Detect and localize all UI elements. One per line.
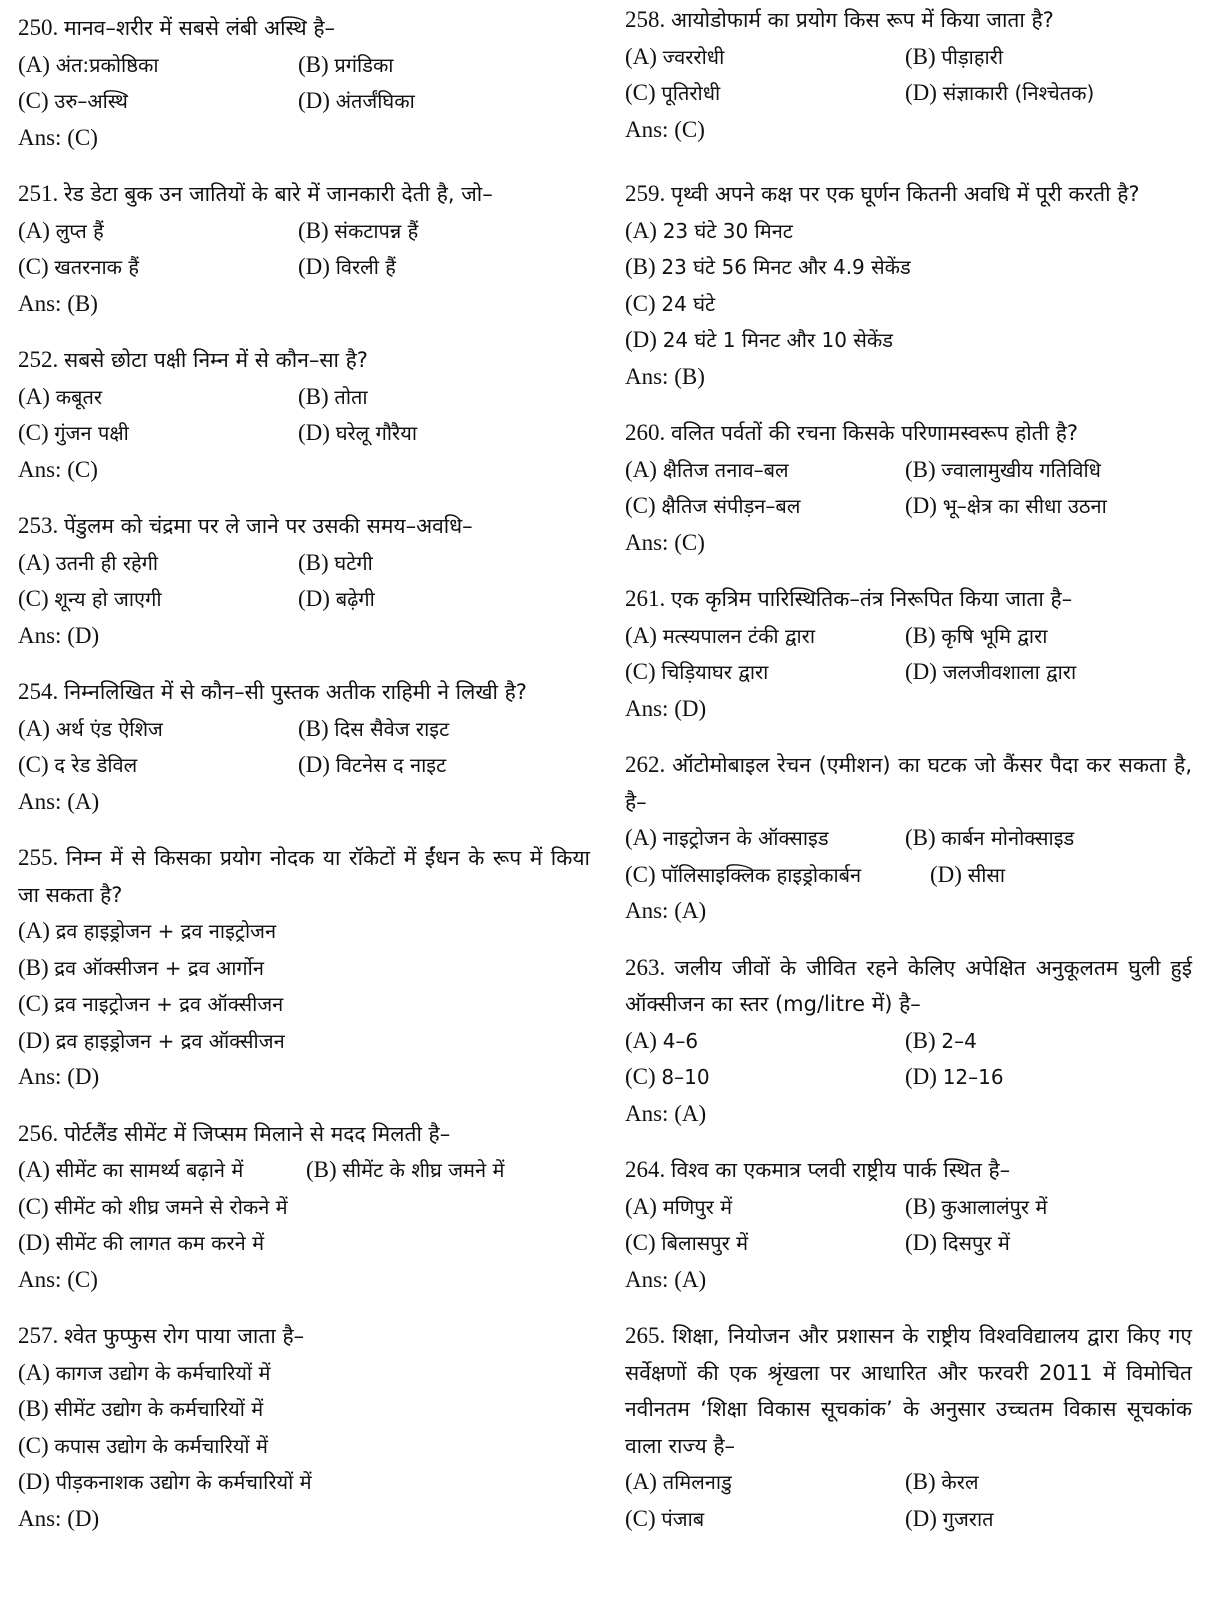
answer: Ans: (D) — [625, 695, 707, 721]
option-row — [18, 379, 590, 416]
option-c[interactable]: (C) चिड़ियाघर द्वारा — [625, 659, 769, 684]
option-a[interactable]: (A) कागज उद्योग के कर्मचारियों में — [18, 1359, 271, 1385]
option-row — [625, 322, 1192, 359]
option-d[interactable]: (D) गुजरात — [905, 1505, 994, 1531]
option-row — [625, 1225, 1192, 1262]
option-d[interactable]: (D) 24 घंटे 1 मिनट और 10 सेकेंड — [625, 327, 893, 352]
question-text: 256. पोर्टलैंड सीमेंट में जिप्सम मिलाने से मदद मिलती है– — [18, 1120, 451, 1146]
question-263 — [625, 950, 1192, 1133]
option-row — [625, 820, 1192, 857]
option-row — [625, 654, 1192, 691]
option-c[interactable]: (C) उरु–अस्थि — [18, 88, 128, 113]
question-259 — [625, 176, 1192, 395]
question-256 — [18, 1116, 590, 1299]
option-row — [18, 913, 590, 950]
option-row — [625, 39, 1192, 76]
question-257 — [18, 1318, 590, 1537]
answer: Ans: (C) — [18, 124, 98, 150]
option-d[interactable]: (D) 12–16 — [905, 1064, 1004, 1089]
answer: Ans: (A) — [625, 898, 707, 923]
option-a[interactable]: (A) उतनी ही रहेगी — [18, 549, 159, 575]
option-row — [18, 1428, 590, 1465]
question-255 — [18, 840, 590, 1096]
option-row — [18, 1391, 590, 1428]
option-row — [18, 1152, 590, 1189]
option-row — [625, 1189, 1192, 1226]
question-260 — [625, 415, 1192, 561]
question-251 — [18, 176, 590, 322]
option-a[interactable]: (A) 4–6 — [625, 1027, 699, 1053]
option-row — [625, 1501, 1192, 1538]
option-row — [18, 1023, 590, 1060]
option-a[interactable]: (A) मत्स्यपालन टंकी द्वारा — [625, 622, 816, 648]
option-row — [625, 1023, 1192, 1060]
question-253 — [18, 508, 590, 654]
option-c[interactable]: (C) पूतिरोधी — [625, 80, 721, 105]
option-b[interactable]: (B) दिस सैवेज राइट — [298, 715, 450, 741]
option-row — [625, 213, 1192, 250]
option-c[interactable]: (C) बिलासपुर में — [625, 1230, 749, 1255]
question-262 — [625, 747, 1192, 930]
option-b[interactable]: (B) द्रव ऑक्सीजन + द्रव आर्गोन — [18, 954, 264, 980]
option-d[interactable]: (D) सीमेंट की लागत कम करने में — [18, 1230, 265, 1255]
option-c[interactable]: (C) 8–10 — [625, 1064, 710, 1089]
right-column — [625, 2, 1192, 1537]
question-text: 254. निम्नलिखित में से कौन–सी पुस्तक अतीक राहिमी ने लिखी है? — [18, 679, 527, 704]
option-row — [18, 986, 590, 1023]
question-254 — [18, 674, 590, 820]
answer: Ans: (A) — [18, 788, 100, 814]
option-a[interactable]: (A) द्रव हाइड्रोजन + द्रव नाइट्रोजन — [18, 918, 277, 943]
option-a[interactable]: (A) लुप्त हैं — [18, 217, 104, 243]
answer: Ans: (B) — [18, 290, 98, 316]
option-row — [625, 488, 1192, 525]
option-a[interactable]: (A) नाइट्रोजन के ऑक्साइड — [625, 825, 829, 850]
option-d[interactable]: (D) संज्ञाकारी (निश्चेतक) — [905, 80, 1095, 105]
answer: Ans: (D) — [18, 1505, 100, 1531]
option-a[interactable]: (A) तमिलनाडु — [625, 1469, 732, 1494]
option-row — [18, 1355, 590, 1392]
option-d[interactable]: (D) द्रव हाइड्रोजन + द्रव ऑक्सीजन — [18, 1027, 285, 1053]
option-d[interactable]: (D) पीड़कनाशक उद्योग के कर्मचारियों में — [18, 1469, 312, 1494]
option-row — [18, 711, 590, 748]
option-c[interactable]: (C) क्षैतिज संपीड़न–बल — [625, 493, 801, 518]
option-row — [625, 1464, 1192, 1501]
option-b[interactable]: (B) ज्वालामुखीय गतिविधि — [905, 456, 1101, 482]
question-252 — [18, 342, 590, 488]
question-text: 260. वलित पर्वतों की रचना किसके परिणामस्वरूप होती है? — [625, 420, 1079, 445]
question-text: 258. आयोडोफार्म का प्रयोग किस रूप में किया जाता है? — [625, 7, 1054, 32]
option-row — [18, 213, 590, 250]
option-b[interactable]: (B) कृषि भूमि द्वारा — [905, 622, 1048, 648]
option-row — [625, 75, 1192, 112]
option-row — [625, 857, 1192, 894]
question-text: 264. विश्व का एकमात्र प्लवी राष्ट्रीय पार्क स्थित है– — [625, 1157, 1011, 1182]
question-258 — [625, 2, 1192, 148]
option-c[interactable]: (C) द रेड डेविल — [18, 752, 138, 777]
option-c[interactable]: (C) शून्य हो जाएगी — [18, 586, 162, 611]
option-d[interactable]: (D) अंतर्जंघिका — [298, 88, 415, 113]
option-b[interactable]: (B) तोता — [298, 383, 368, 409]
option-d[interactable]: (D) जलजीवशाला द्वारा — [905, 659, 1077, 684]
answer: Ans: (B) — [625, 363, 705, 389]
question-261 — [625, 581, 1192, 727]
option-b[interactable]: (B) कुआलालंपुर में — [905, 1193, 1048, 1219]
option-row — [18, 83, 590, 120]
question-text: 259. पृथ्वी अपने कक्ष पर एक घूर्णन कितनी अवधि में पूरी करती है? — [625, 181, 1140, 206]
question-text: 255. निम्न में से किसका प्रयोग नोदक या रॉकेटों में ईंधन के रूप में किया जा सकता है? — [18, 845, 590, 907]
option-d[interactable]: (D) घरेलू गौरैया — [298, 420, 418, 445]
option-row — [18, 1464, 590, 1501]
option-row — [18, 1225, 590, 1262]
option-b[interactable]: (B) पीड़ाहारी — [905, 43, 1004, 69]
option-row — [18, 47, 590, 84]
answer: Ans: (C) — [625, 116, 705, 142]
answer: Ans: (D) — [18, 1064, 100, 1089]
question-250 — [18, 10, 590, 156]
option-d[interactable]: (D) विरली हैं — [298, 254, 396, 279]
option-a[interactable]: (A) अर्थ एंड ऐशिज — [18, 715, 163, 741]
question-text: 263. जलीय जीवों के जीवित रहने केलिए अपेक्षित अनुकूलतम घुली हुई ऑक्सीजन का स्तर (mg/litre में) है– — [625, 954, 1193, 1016]
option-b[interactable]: (B) प्रगंडिका — [298, 51, 394, 77]
answer: Ans: (C) — [18, 1266, 98, 1292]
option-d[interactable]: (D) सीसा — [930, 861, 1006, 887]
option-b[interactable]: (B) सीमेंट के शीघ्र जमने में — [306, 1157, 505, 1182]
option-b[interactable]: (B) कार्बन मोनोक्साइड — [905, 825, 1075, 850]
option-a[interactable]: (A) 23 घंटे 30 मिनट — [625, 217, 793, 243]
option-a[interactable]: (A) सीमेंट का सामर्थ्य बढ़ाने में — [18, 1157, 244, 1182]
option-c[interactable]: (C) कपास उद्योग के कर्मचारियों में — [18, 1432, 268, 1458]
option-b[interactable]: (B) संकटापन्न हैं — [298, 217, 419, 243]
option-row — [625, 286, 1192, 323]
option-row — [18, 1189, 590, 1226]
option-row — [18, 249, 590, 286]
option-row — [18, 545, 590, 582]
option-row — [625, 249, 1192, 286]
left-column — [18, 10, 590, 1537]
option-row — [625, 452, 1192, 489]
question-text: 253. पेंडुलम को चंद्रमा पर ले जाने पर उसकी समय–अवधि– — [18, 513, 473, 538]
option-c[interactable]: (C) सीमेंट को शीघ्र जमने से रोकने में — [18, 1193, 288, 1219]
option-c[interactable]: (C) खतरनाक हैं — [18, 254, 139, 279]
option-d[interactable]: (D) बढ़ेगी — [298, 586, 375, 611]
option-c[interactable]: (C) गुंजन पक्षी — [18, 420, 129, 445]
option-c[interactable]: (C) पंजाब — [625, 1505, 705, 1531]
option-row — [18, 415, 590, 452]
option-row — [625, 618, 1192, 655]
option-b[interactable]: (B) केरल — [905, 1469, 979, 1494]
answer: Ans: (A) — [625, 1100, 707, 1126]
question-265 — [625, 1318, 1192, 1537]
option-b[interactable]: (B) 23 घंटे 56 मिनट और 4.9 सेकेंड — [625, 254, 911, 279]
answer: Ans: (C) — [18, 456, 98, 482]
option-row — [18, 950, 590, 987]
question-264 — [625, 1152, 1192, 1298]
option-a[interactable]: (A) अंत:प्रकोष्ठिका — [18, 51, 159, 77]
question-text: 251. रेड डेटा बुक उन जातियों के बारे में जानकारी देती है, जो– — [18, 181, 493, 206]
option-a[interactable]: (A) कबूतर — [18, 383, 103, 409]
option-d[interactable]: (D) दिसपुर में — [905, 1230, 1010, 1255]
question-text: 252. सबसे छोटा पक्षी निम्न में से कौन–सा है? — [18, 347, 368, 372]
option-a[interactable]: (A) ज्वररोधी — [625, 43, 725, 69]
option-row — [18, 581, 590, 618]
answer: Ans: (C) — [625, 529, 705, 555]
question-text: 262. ऑटोमोबाइल रेचन (एमीशन) का घटक जो कैंसर पैदा कर सकता है, है– — [625, 752, 1192, 814]
option-b[interactable]: (B) 2–4 — [905, 1027, 977, 1053]
option-b[interactable]: (B) घटेगी — [298, 549, 373, 575]
question-text: 257. श्वेत फुप्फुस रोग पाया जाता है– — [18, 1323, 305, 1348]
option-d[interactable]: (D) भू–क्षेत्र का सीधा उठना — [905, 493, 1107, 518]
option-row — [625, 1059, 1192, 1096]
option-a[interactable]: (A) मणिपुर में — [625, 1193, 733, 1219]
option-a[interactable]: (A) क्षैतिज तनाव–बल — [625, 456, 789, 482]
question-text: 265. शिक्षा, नियोजन और प्रशासन के राष्ट्रीय विश्वविद्यालय द्वारा किए गए सर्वेक्षणों की एक श्रृंखला पर आधारित और फरवरी 2011 में विमोचित नवीनतम ‘शिक्षा विकास सूचकांक’ के अनुसार उच्चतम विकास सूचकांक वाला राज्य है– — [625, 1323, 1193, 1458]
question-text: 261. एक कृत्रिम पारिस्थितिक–तंत्र निरूपित किया जाता है– — [625, 586, 1073, 611]
answer: Ans: (A) — [625, 1266, 707, 1292]
option-c[interactable]: (C) द्रव नाइट्रोजन + द्रव ऑक्सीजन — [18, 991, 284, 1016]
question-text: 250. मानव–शरीर में सबसे लंबी अस्थि है– — [18, 15, 336, 40]
option-c[interactable]: (C) 24 घंटे — [625, 290, 716, 316]
option-b[interactable]: (B) सीमेंट उद्योग के कर्मचारियों में — [18, 1396, 264, 1421]
option-row — [18, 747, 590, 784]
option-d[interactable]: (D) विटनेस द नाइट — [298, 752, 447, 777]
answer: Ans: (D) — [18, 622, 100, 648]
option-c[interactable]: (C) पॉलिसाइक्लिक हाइड्रोकार्बन — [625, 861, 862, 887]
